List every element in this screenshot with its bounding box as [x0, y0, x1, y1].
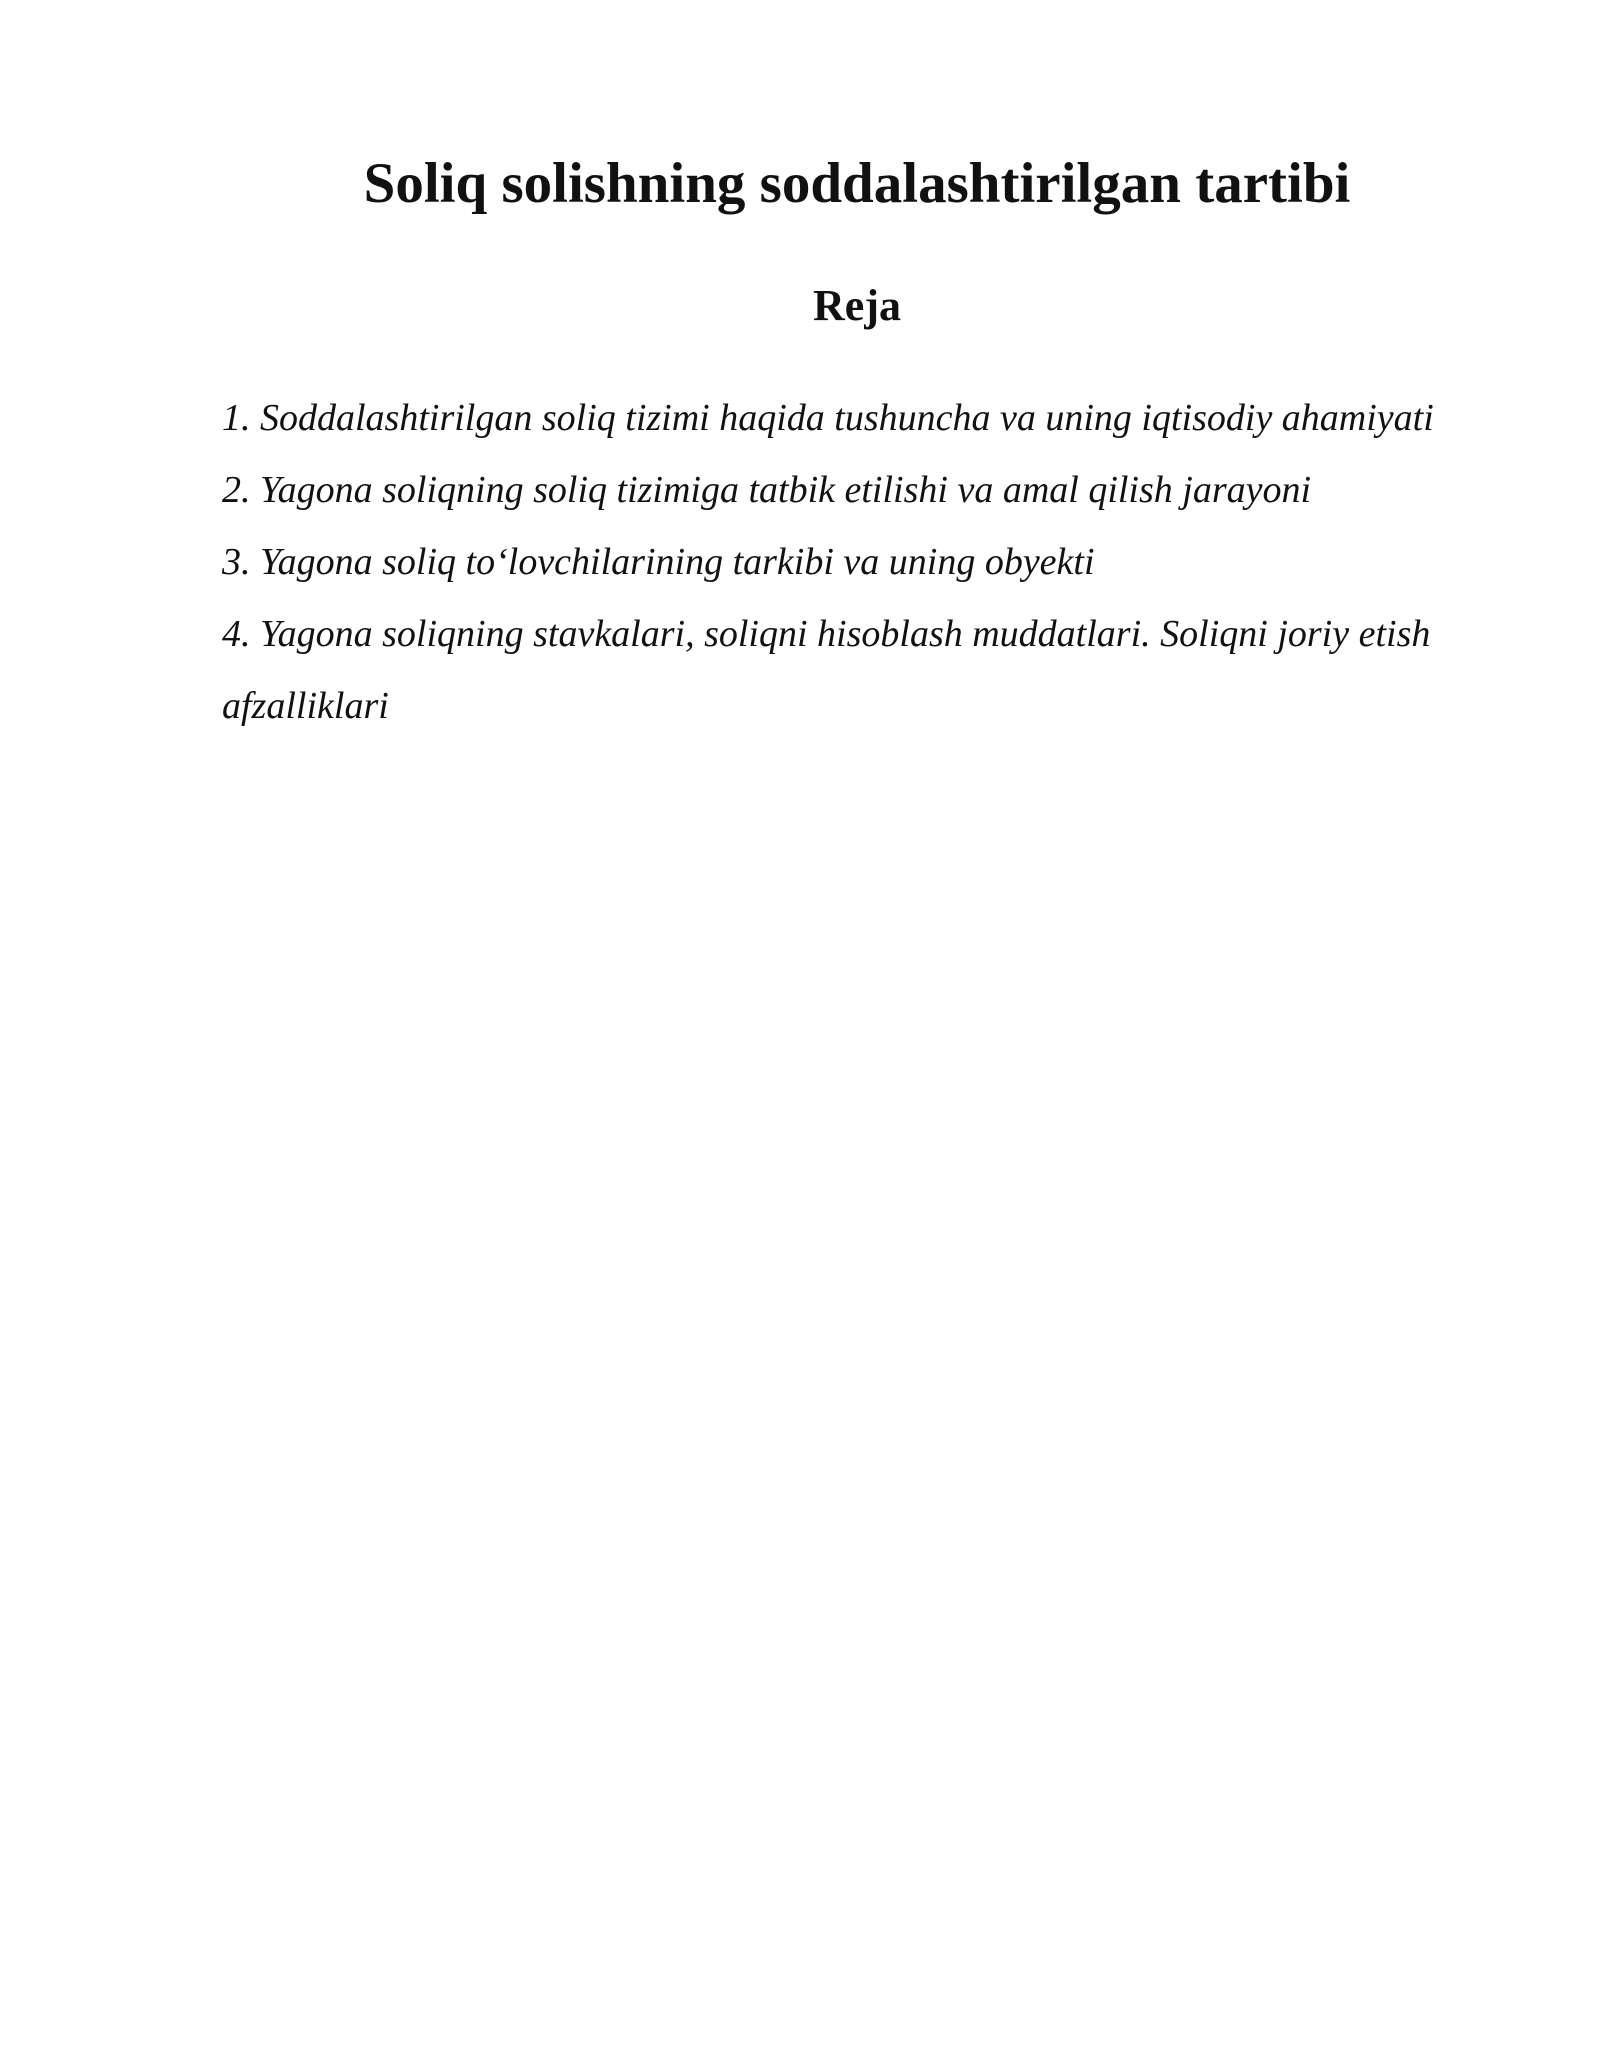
document-title: Soliq solishning soddalashtirilgan tartibi	[363, 152, 1351, 215]
plan-item-4: 4. Yagona soliqning stavkalari, soliqni hisoblash muddatlari. Soliqni joriy etish afzalliklari	[222, 613, 1431, 727]
plan-item-1: 1. Soddalashtirilgan soliq tizimi haqida tushuncha va uning iqtisodiy ahamiyati	[222, 397, 1434, 439]
plan-item-3: 3. Yagona soliq to‘lovchilarining tarkibi va uning obyekti	[222, 541, 1095, 583]
plan-item-2: 2. Yagona soliqning soliq tizimiga tatbik etilishi va amal qilish jarayoni	[222, 469, 1312, 511]
plan-heading: Reja	[813, 281, 901, 330]
plan-list	[222, 382, 1492, 742]
